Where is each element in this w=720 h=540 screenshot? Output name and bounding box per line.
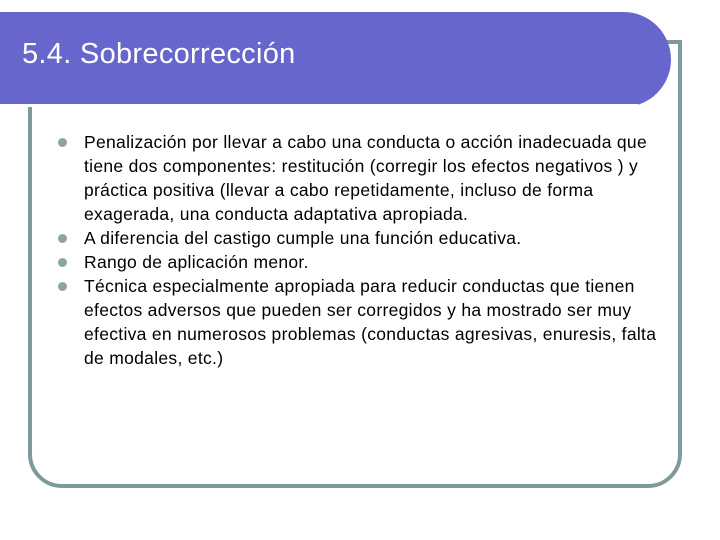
bullet-dot-icon xyxy=(58,234,67,243)
bullet-text: Penalización por llevar a cabo una conducta o acción inadecuada que tiene dos componentes: restitución (corregir los efectos negativos ) y práctica positiva (llevar a cabo repetidamente, incluso de forma exagerada, una conducta adaptativa apropiada. xyxy=(84,132,647,224)
bullet-item xyxy=(58,274,668,370)
bullet-text: Rango de aplicación menor. xyxy=(84,252,309,272)
bullet-item xyxy=(58,130,668,226)
bullet-dot-icon xyxy=(58,282,67,291)
bullet-dot-icon xyxy=(58,138,67,147)
slide-title: 5.4. Sobrecorrección xyxy=(22,38,296,70)
bullet-text: A diferencia del castigo cumple una función educativa. xyxy=(84,228,522,248)
bullet-text: Técnica especialmente apropiada para reducir conductas que tienen efectos adversos que pueden ser corregidos y ha mostrado ser muy efectiva en numerosos problemas (conductas agresivas, enuresis, falta de modales, etc.) xyxy=(84,276,657,368)
bullet-dot-icon xyxy=(58,258,67,267)
bullet-list xyxy=(58,130,668,370)
bullet-item xyxy=(58,250,668,274)
title-underline xyxy=(0,104,638,107)
bullet-item xyxy=(58,226,668,250)
